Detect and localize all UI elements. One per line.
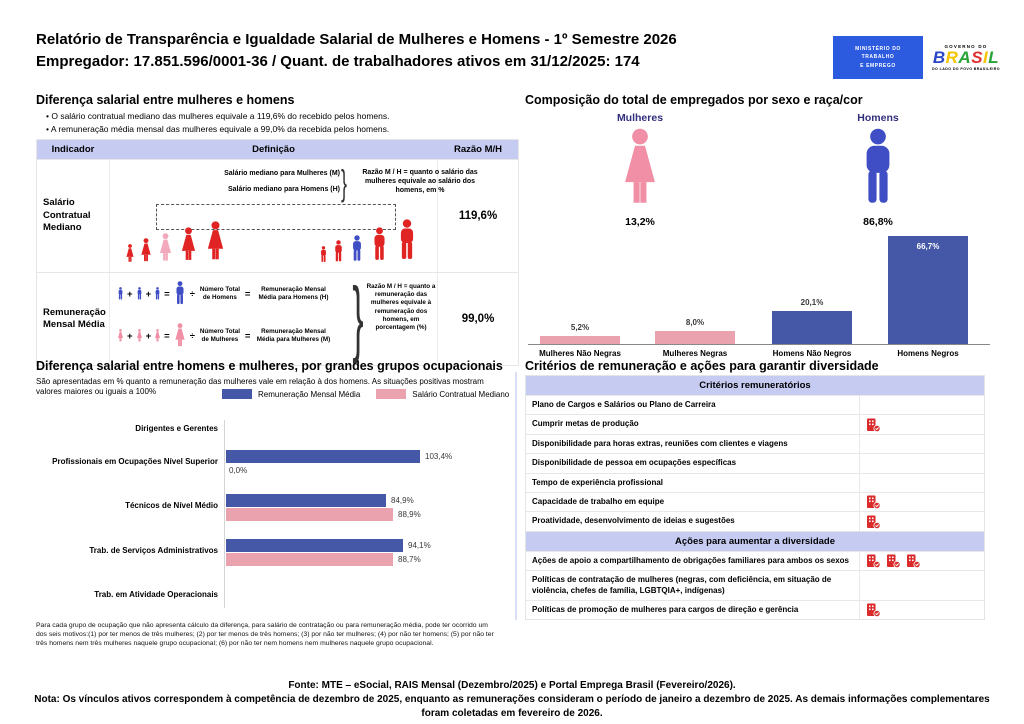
def-line-women: Salário mediano para Mulheres (M) [224,170,340,177]
bar-value: 20,1% [800,298,824,307]
woman-icon [153,329,162,343]
equation-men: + + = ÷ Número Total de Homens = Remuneração Mensal Média para Homens (H) [116,281,334,307]
woman-icon [202,221,229,264]
occ-bar-pink [226,553,393,566]
criteria-marks [859,454,984,472]
occ-bar-pink [226,508,393,521]
bar-value: 66,7% [916,242,940,251]
criteria-marks [859,552,984,570]
criteria-row [526,600,984,619]
women-label: Mulheres [616,112,664,124]
bar-category: Mulheres Negras [662,349,728,358]
bar-2 [772,311,852,344]
bar-value: 5,2% [570,323,590,332]
criteria-label: Proatividade, desenvolvimento de ideias e sugestões [532,516,735,526]
occ-bar-blue [226,539,403,552]
occ-bar-value: 88,7% [398,555,421,564]
criteria-label: Disponibilidade para horas extras, reuniões com clientes e viagens [532,438,788,448]
woman-icon [138,238,154,264]
occ-category: Técnicos de Nível Médio [125,501,218,510]
criteria-marks [859,474,984,492]
brace-glyph: } [341,162,348,203]
company-check-icon [866,418,881,432]
def-note: Razão M / H = quanto o salário das mulheres equivale ao salário dos homens, em % [362,169,478,195]
criteria-title: Critérios de remuneração e ações para garantir diversidade [525,359,879,373]
men-icon-slot [828,128,928,217]
occ-category: Dirigentes e Gerentes [135,424,218,433]
criteria-rows-1 [526,395,984,531]
company-check-icon [866,554,881,568]
occupational-footnote: Para cada grupo de ocupação que não apresenta cálculo da diferença, para salário de contratação ou para remuneração média, pode ter ocorrido um dos seis motivos:(1) por ter menos de três mulheres; (2) por ter menos de três homens; (3) por não ter mulheres; (4) por não ter homens; (5) por não ter três homens nem três mulheres naquele grupo ocupacional; (6) por não ter nem homens nem mulheres naquele grupo ocupacional. [36,622,494,647]
criteria-label: Capacidade de trabalho em equipe [532,496,665,506]
men-percent: 86,8% [863,216,893,228]
criteria-row [526,453,984,472]
governo-slogan: DO LADO DO POVO BRASILEIRO [932,67,1000,71]
criteria-table [525,375,985,620]
bar-0 [540,336,620,344]
criteria-marks [859,512,984,530]
men-label: Homens [857,112,899,124]
col-definicao: Definição [252,144,295,155]
criteria-label: Cumprir metas de produção [532,419,639,429]
criteria-marks [859,435,984,453]
man-icon [348,235,366,264]
man-icon [172,281,188,307]
criteria-label: Políticas de contratação de mulheres (negras, com deficiência, em situação de violência, chefes de família, LGBTQIA+, indígenas) [532,575,832,595]
occ-bar-value: 103,4% [425,452,453,461]
occ-bar-value: 84,9% [391,496,414,505]
occupational-bar-chart [36,420,510,618]
occ-bar-value: 88,9% [398,510,421,519]
occ-category: Trab. de Serviços Administrativos [89,546,218,555]
col-razao: Razão M/H [453,144,503,155]
occupational-title: Diferença salarial entre homens e mulheres, por grandes grupos ocupacionais [36,359,503,373]
occ-bar-value: 94,1% [408,541,431,550]
composition-title: Composição do total de empregados por sexo e raça/cor [525,93,863,107]
occ-category: Trab. em Atividade Operacionais [94,590,218,599]
woman-icon [124,244,136,264]
ratio-value: 99,0% [461,313,495,325]
woman-icon [116,329,125,343]
median-men-group [318,219,421,264]
criteria-label: Tempo de experiência profissional [532,477,663,487]
criteria-marks [859,396,984,414]
salary-gap-table-header [37,140,518,159]
bar-category: Homens Negros [897,349,959,358]
criteria-marks [859,601,984,619]
women-percent: 13,2% [625,216,655,228]
salary-gap-title: Diferença salarial entre mulheres e homens [36,93,295,107]
def-note: Razão M / H = quanto a remuneração das mulheres equivale à remuneração dos homens, em porcentagem (%) [366,283,436,331]
occ-bar-blue [226,494,386,507]
criteria-row [526,570,984,600]
brasil-logo-word: BRASIL [932,48,1000,67]
bar-3 [888,236,968,344]
company-check-icon [866,515,881,529]
occ-category: Profissionais em Ocupações Nível Superior [52,457,218,466]
occ-bar-blue [226,450,420,463]
occ-bar-value: 0,0% [229,466,248,475]
chart-legend [222,389,509,399]
criteria-marks [859,571,984,600]
criteria-label: Ações de apoio a compartilhamento de obrigações familiares para ambos os sexos [532,555,849,565]
man-icon [852,128,904,212]
man-icon [116,287,125,301]
footer-nota: Nota: Os vínculos ativos correspondem à competência de dezembro de 2025, enquanto as remunerações consideram o período de janeiro a dezembro de 2025. As demais informações complementares foram coletadas em fevereiro de 2026. [34,693,990,719]
criteria-row [526,473,984,492]
woman-icon [135,329,144,343]
ratio-value: 119,6% [458,210,498,222]
occupational-subtitle: São apresentadas em % quanto a remuneração das mulheres vale em relação à dos homens. As situações positivas mostram valores maiores ou iguais a 100% [36,377,484,397]
brace-glyph: } [352,270,364,364]
table-row-salario-mediano [37,159,518,272]
x-axis-line [528,344,990,345]
salary-gap-table [36,139,519,366]
woman-icon [172,323,188,349]
panel-divider [515,372,517,620]
median-women-group [124,221,229,264]
criteria-row [526,395,984,414]
indicator-label: Salário Contratual Mediano [43,197,91,234]
legend-swatch-blue [222,389,252,399]
y-axis-line [224,420,225,608]
man-icon [318,246,329,264]
criteria-marks [859,493,984,511]
table-row-remuneracao-media [37,272,518,365]
company-check-icon [866,603,881,617]
woman-icon [614,128,666,212]
bar-value: 8,0% [685,318,705,327]
criteria-label: Plano de Cargos e Salários ou Plano de Carreira [532,400,716,409]
criteria-label: Disponibilidade de pessoa em ocupações específicas [532,458,737,468]
criteria-rows-2 [526,551,984,620]
report-footer [20,679,1004,720]
governo-do-label: GOVERNO DO [944,44,988,49]
salary-gap-bullet-2: • A remuneração média mensal das mulheres equivale a 99,0% da recebida pelos homens. [46,124,390,134]
legend-label-salario: Salário Contratual Mediano [412,389,510,399]
criteria-row [526,492,984,511]
woman-icon [177,227,200,264]
woman-icon [156,233,175,264]
composition-bar-chart [528,232,990,362]
salary-gap-bullet-1: • O salário contratual mediano das mulheres equivale a 119,6% do recebido pelos homens. [46,111,390,121]
footer-fonte: Fonte: MTE – eSocial, RAIS Mensal (Dezembro/2025) e Portal Emprega Brasil (Fevereiro/2026). [288,680,736,691]
women-icon-slot [590,128,690,217]
mte-logo-line2: TRABALHO [861,54,895,61]
criteria-row [526,414,984,433]
col-indicador: Indicador [51,144,95,155]
company-check-icon [906,554,921,568]
man-icon [331,240,346,264]
criteria-marks [859,415,984,433]
bar-category: Mulheres Não Negras [539,349,621,358]
mte-logo-line3: E EMPREGO [860,62,896,69]
legend-label-remuneracao: Remuneração Mensal Média [258,389,361,399]
bar-1 [655,331,735,344]
bar-category: Homens Não Negros [772,349,852,358]
mte-logo-line1: MINISTÉRIO DO [855,45,901,52]
report-title: Relatório de Transparência e Igualdade Salarial de Mulheres e Homens - 1º Semestre 2026 [36,31,677,48]
legend-swatch-pink [376,389,406,399]
man-icon [153,287,162,301]
def-line-men: Salário mediano para Homens (H) [227,186,340,193]
definition-cell [109,270,438,365]
man-icon [393,219,421,264]
criteria-section-1-header: Critérios remuneratórios [526,375,984,395]
equation-women: + + = ÷ Número Total de Mulheres = Remuneração Mensal Média para Mulheres (M) [116,323,334,349]
governo-brasil-logo [927,36,1005,79]
company-check-icon [886,554,901,568]
criteria-row [526,551,984,570]
criteria-row [526,434,984,453]
indicator-label: Remuneração Mensal Média [43,306,106,330]
criteria-section-2-header: Ações para aumentar a diversidade [526,531,984,551]
report-subtitle: Empregador: 17.851.596/0001-36 / Quant. de trabalhadores ativos em 31/12/2025: 174 [36,53,640,70]
criteria-label: Políticas de promoção de mulheres para cargos de direção e gerência [532,604,799,614]
criteria-row [526,511,984,530]
company-check-icon [866,495,881,509]
mte-logo [833,36,923,79]
man-icon [368,227,391,264]
man-icon [135,287,144,301]
